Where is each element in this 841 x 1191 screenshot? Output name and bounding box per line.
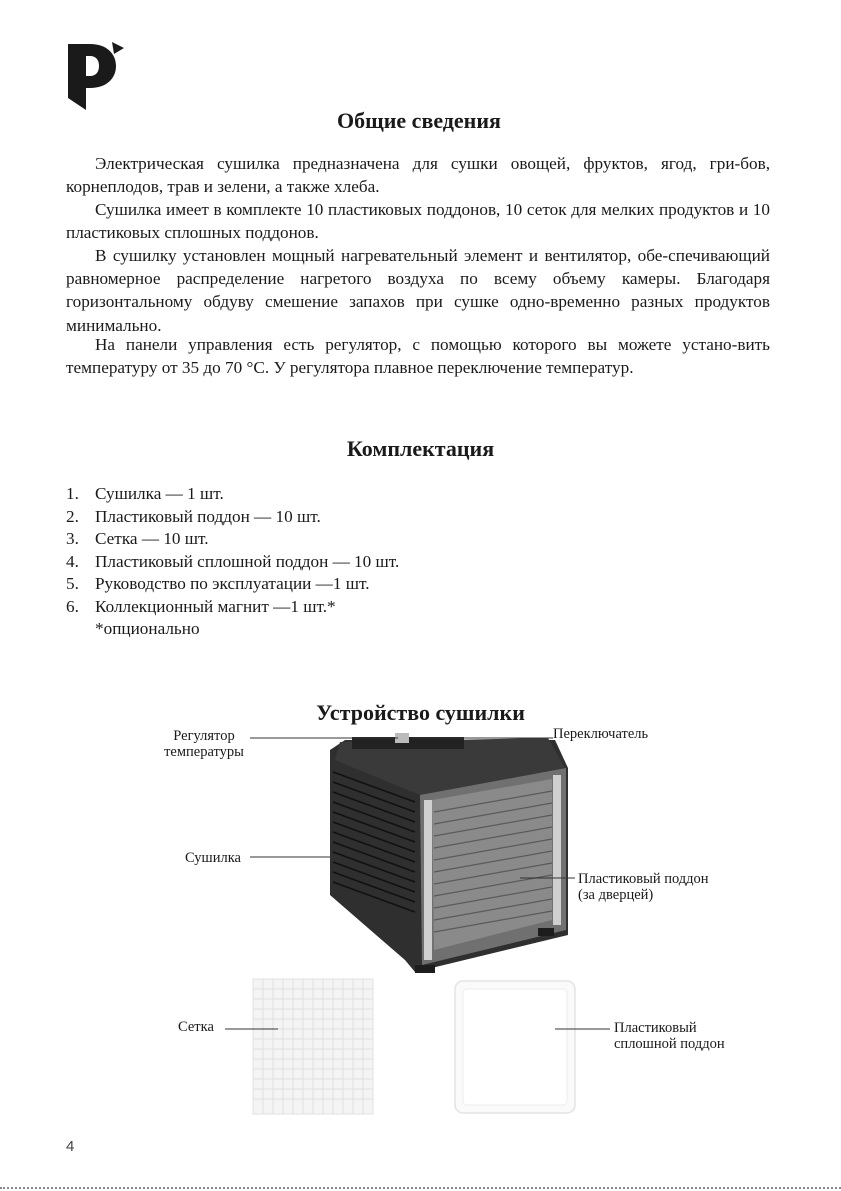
label-line: Пластиковый bbox=[614, 1020, 697, 1036]
paragraph: На панели управления есть регулятор, с помощью которого вы можете устано-вить температуру от 35 до 70 °C. У регулятора плавное переключение температур. bbox=[66, 335, 770, 378]
page-edge-divider bbox=[0, 1187, 841, 1189]
list-item-number: 3. bbox=[66, 529, 79, 549]
list-item-text: Сушилка — 1 шт. bbox=[95, 484, 224, 503]
section-title-kit: Комплектация bbox=[346, 436, 495, 461]
solid-tray-image bbox=[455, 981, 575, 1113]
list-item-text: Сетка — 10 шт. bbox=[95, 529, 209, 549]
list-item-text: Пластиковый сплошной поддон — 10 шт. bbox=[95, 551, 400, 571]
list-item-text: Руководство по эксплуатации —1 шт. bbox=[95, 574, 370, 594]
label-switch: Переключатель bbox=[553, 726, 649, 742]
label-net: Сетка bbox=[178, 1019, 214, 1035]
list-item-number: 1. bbox=[66, 484, 79, 503]
page-number: 4 bbox=[66, 1138, 75, 1155]
list-item-number: 2. bbox=[66, 506, 79, 526]
paragraph: В сушилку установлен мощный нагревательный элемент и вентилятор, обе-спечивающий равномерное распределение нагретого воздуха по всему объему камеры. Благодаря горизонтальному обдуву смешение запахов при сушке одно-временно разных продуктов минимально. bbox=[66, 246, 770, 335]
label-regulator bbox=[160, 728, 248, 760]
dryer-image bbox=[330, 733, 568, 973]
kit-note: *опционально bbox=[95, 619, 200, 638]
list-item-number: 5. bbox=[66, 574, 79, 594]
paragraph: Электрическая сушилка предназначена для сушки овощей, фруктов, ягод, гри-бов, корнеплодов, трав и зелени, а также хлеба. bbox=[66, 154, 770, 197]
list-item-number: 6. bbox=[66, 596, 79, 616]
label-solid-tray bbox=[614, 1020, 725, 1052]
list-item-text: Пластиковый поддон — 10 шт. bbox=[95, 506, 321, 526]
list-item-text: Коллекционный магнит —1 шт.* bbox=[95, 596, 336, 616]
label-line: температуры bbox=[164, 744, 244, 760]
label-line: Пластиковый поддон bbox=[578, 871, 709, 887]
paragraph: Сушилка имеет в комплекте 10 пластиковых поддонов, 10 сеток для мелких продуктов и 10 пластиковых сплошных поддонов. bbox=[66, 200, 770, 243]
section-title-device: Устройство сушилки bbox=[316, 700, 525, 725]
label-line: сплошной поддон bbox=[614, 1036, 725, 1052]
section-title-general: Общие сведения bbox=[337, 108, 501, 133]
label-line: Регулятор bbox=[173, 728, 235, 744]
list-item-number: 4. bbox=[66, 551, 79, 571]
mesh-image bbox=[253, 979, 373, 1114]
label-tray bbox=[578, 871, 709, 903]
label-dryer: Сушилка bbox=[185, 850, 241, 866]
label-line: (за дверцей) bbox=[578, 887, 654, 903]
